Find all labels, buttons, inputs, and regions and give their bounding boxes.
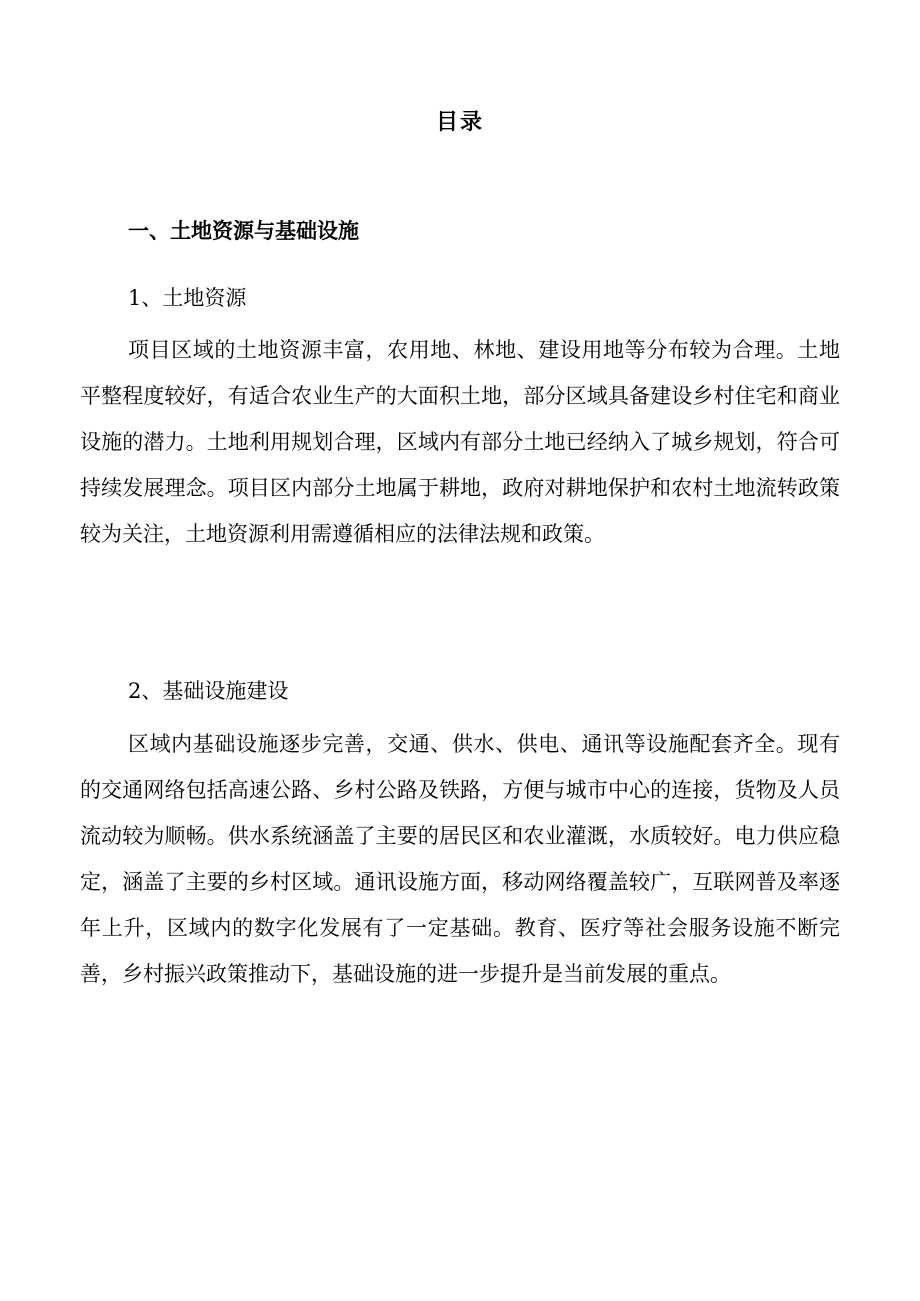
subsection-heading-infrastructure: 2、基础设施建设 — [128, 679, 289, 703]
section-heading: 一、土地资源与基础设施 — [128, 218, 359, 243]
paragraph-infrastructure: 区域内基础设施逐步完善，交通、供水、供电、通讯等设施配套齐全。现有的交通网络包括高速公路、乡村公路及铁路，方便与城市中心的连接，货物及人员流动较为顺畅。供水系统涵盖了主要的居民区和农业灌溉，水质较好。电力供应稳定，涵盖了主要的乡村区域。通讯设施方面，移动网络覆盖较广，互联网普及率逐年上升，区域内的数字化发展有了一定基础。教育、医疗等社会服务设施不断完善，乡村振兴政策推动下，基础设施的进一步提升是当前发展的重点。 — [80, 732, 840, 986]
subsection-heading-land: 1、土地资源 — [128, 286, 247, 310]
page-title: 目录 — [435, 109, 484, 135]
paragraph-land-resources: 项目区域的土地资源丰富，农用地、林地、建设用地等分布较为合理。土地平整程度较好，有适合农业生产的大面积土地，部分区域具备建设乡村住宅和商业设施的潜力。土地利用规划合理，区域内有部分土地已经纳入了城乡规划，符合可持续发展理念。项目区内部分土地属于耕地，政府对耕地保护和农村土地流转政策较为关注，土地资源利用需遵循相应的法律法规和政策。 — [80, 338, 840, 546]
